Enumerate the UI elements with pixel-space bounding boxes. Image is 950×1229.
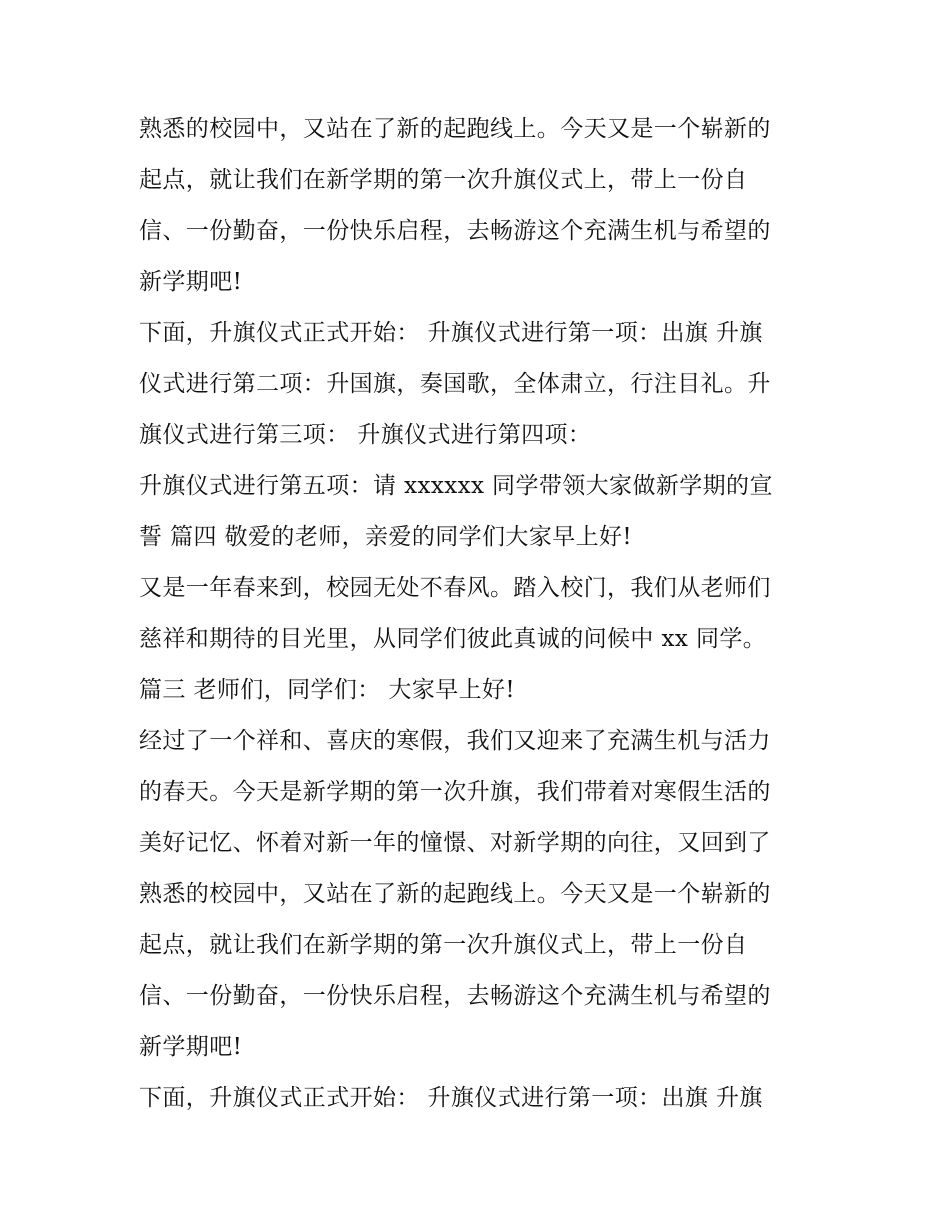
document-body [139,104,839,1124]
text-line: 慈祥和期待的目光里，从同学们彼此真诚的问候中 xx 同学。 [139,626,767,652]
text-line: 起点，就让我们在新学期的第一次升旗仪式上，带上一份自 [139,932,748,958]
text-line: 誓 篇四 敬爱的老师，亲爱的同学们大家早上好! [139,524,633,550]
text-line: 信、一份勤奋，一份快乐启程，去畅游这个充满生机与希望的 [139,983,771,1009]
text-line: 美好记忆、怀着对新一年的憧憬、对新学期的向往，又回到了 [139,830,771,856]
text-line: 升旗仪式进行第五项：请 xxxxxx 同学带领大家做新学期的宣 [139,473,773,499]
text-line: 新学期吧! [139,1034,243,1060]
text-line: 经过了一个祥和、喜庆的寒假，我们又迎来了充满生机与活力 [139,728,771,754]
text-line: 新学期吧! [139,269,243,295]
text-line: 起点，就让我们在新学期的第一次升旗仪式上，带上一份自 [139,167,748,193]
text-line: 篇三 老师们，同学们： 大家早上好! [139,677,516,703]
text-line: 仪式进行第二项：升国旗，奏国歌，全体肃立，行注目礼。升 [139,371,771,397]
text-line: 下面，升旗仪式正式开始： 升旗仪式进行第一项：出旗 升旗 [139,320,763,346]
text-line: 又是一年春来到，校园无处不春风。踏入校门，我们从老师们 [139,575,771,601]
text-line: 的春天。今天是新学期的第一次升旗，我们带着对寒假生活的 [139,779,771,805]
text-line: 熟悉的校园中，又站在了新的起跑线上。今天又是一个崭新的 [139,116,771,142]
text-line: 信、一份勤奋，一份快乐启程，去畅游这个充满生机与希望的 [139,218,771,244]
text-line: 下面，升旗仪式正式开始： 升旗仪式进行第一项：出旗 升旗 [139,1085,763,1111]
text-line: 熟悉的校园中，又站在了新的起跑线上。今天又是一个崭新的 [139,881,771,907]
text-line: 旗仪式进行第三项： 升旗仪式进行第四项： [139,422,592,448]
